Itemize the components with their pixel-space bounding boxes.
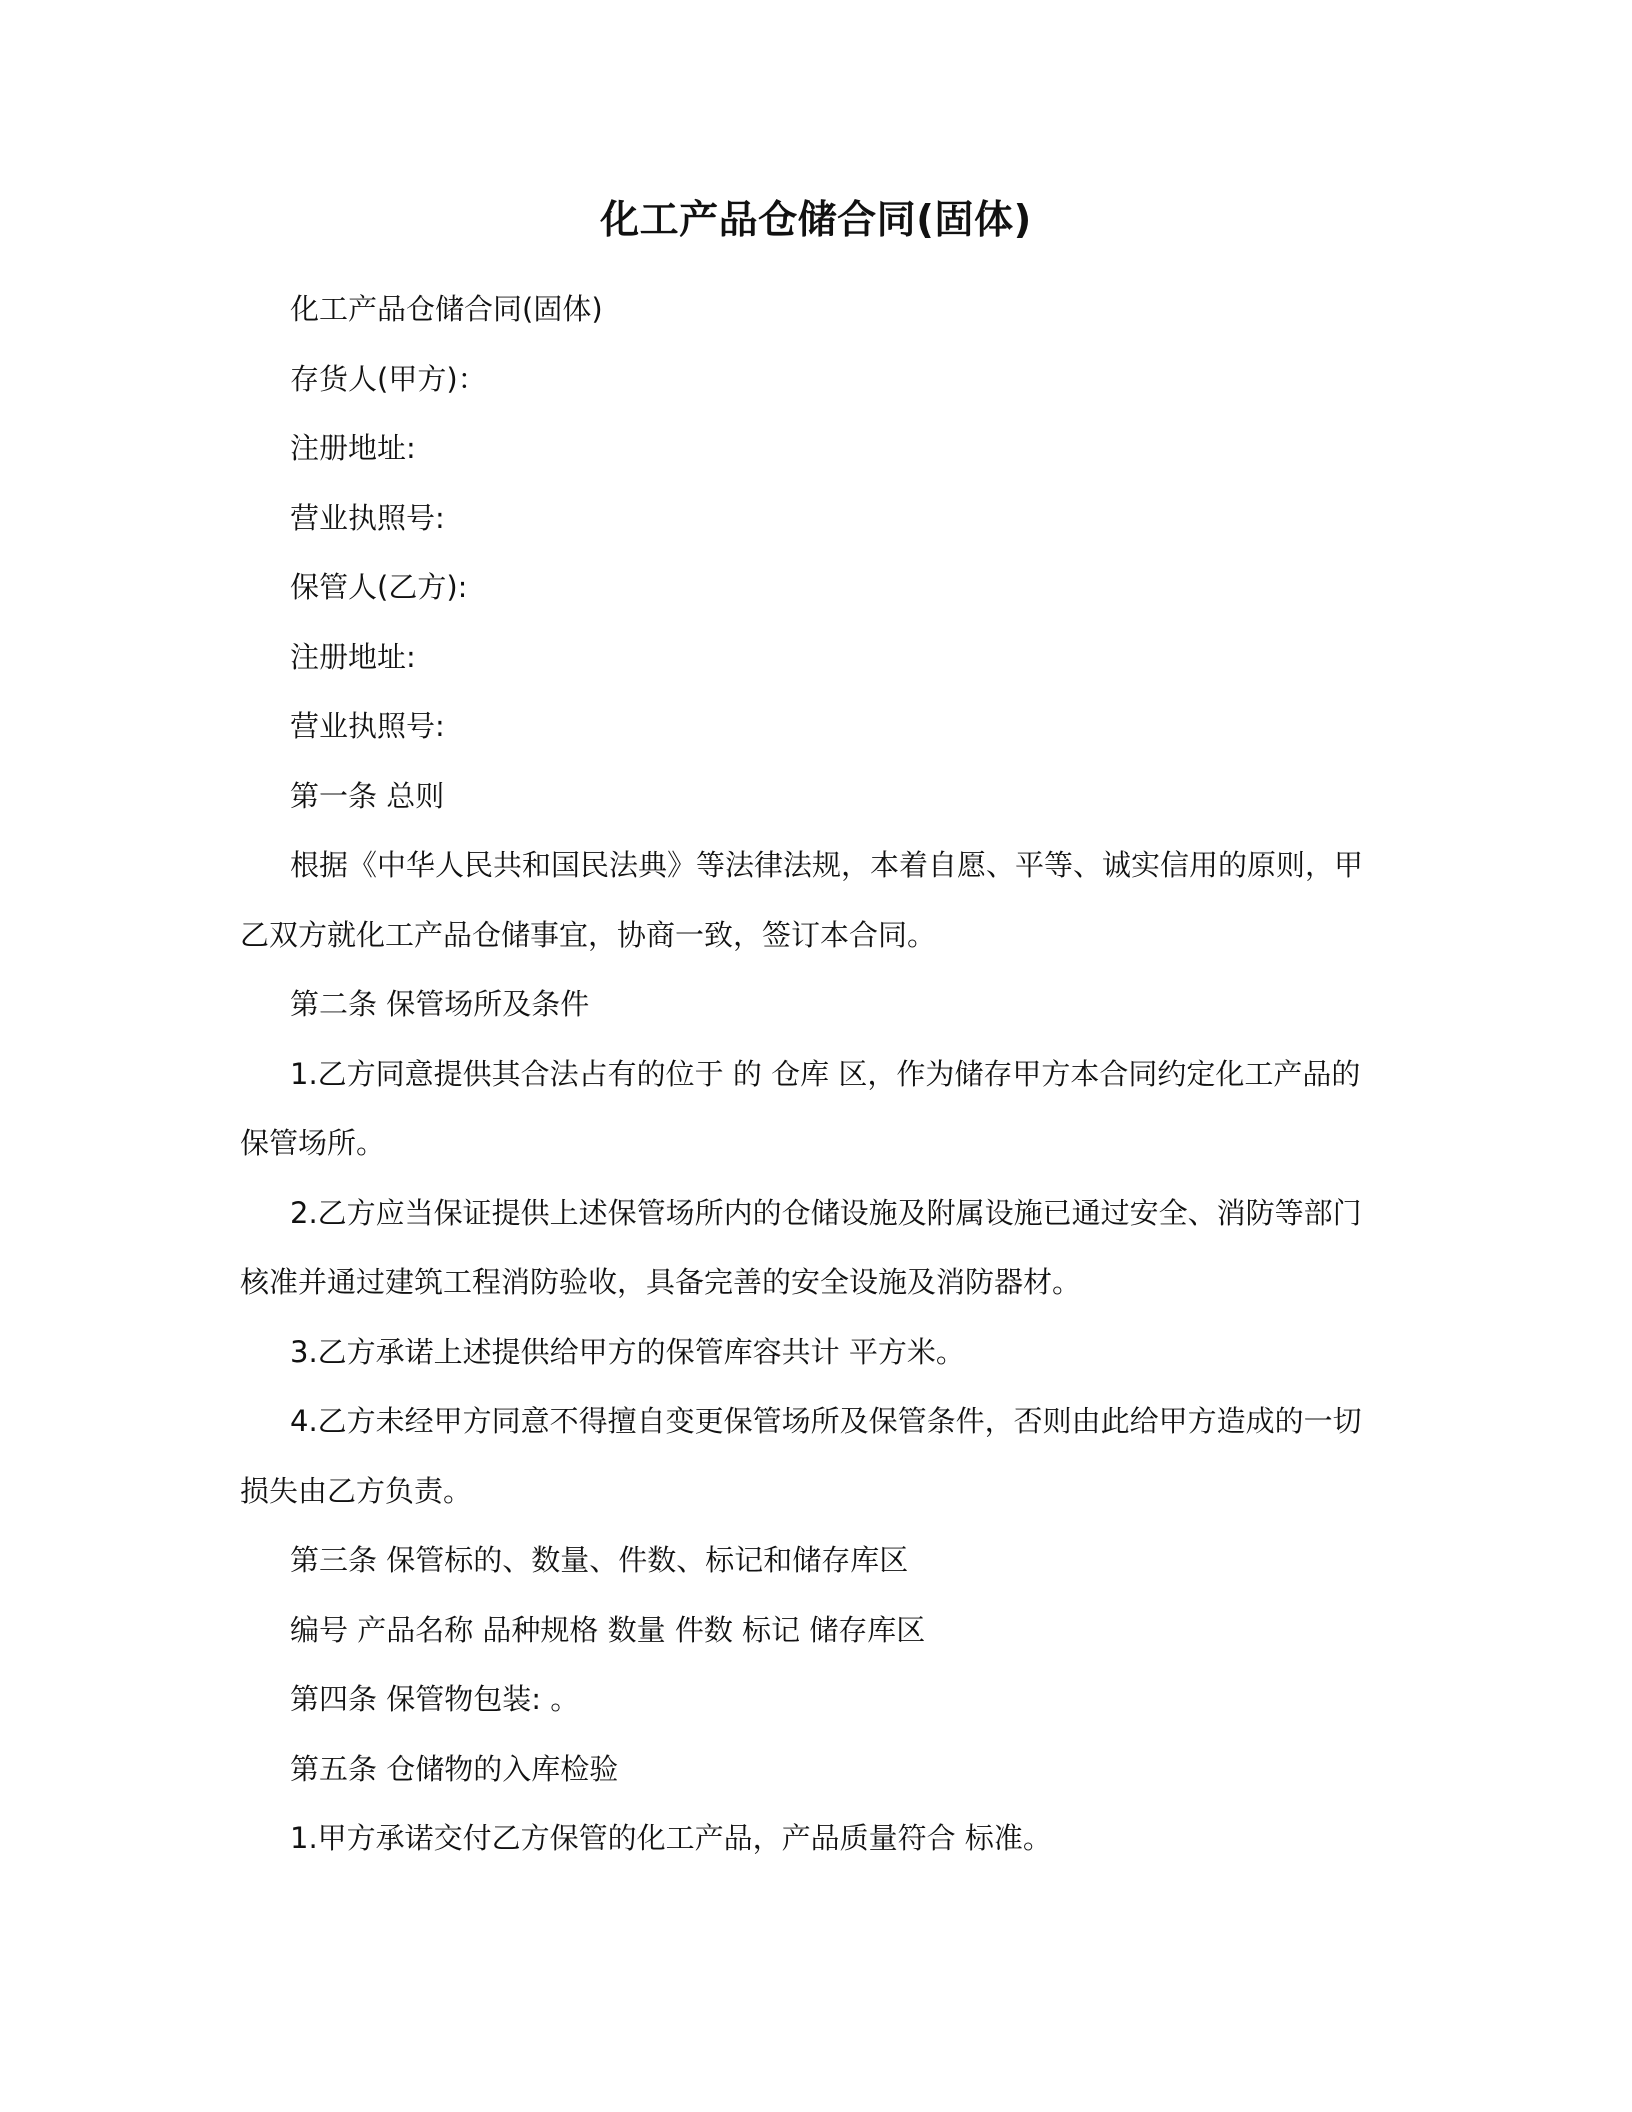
paragraph-party-a-license: 营业执照号: [290, 500, 445, 535]
paragraph-clause-2-2: 2.乙方应当保证提供上述保管场所内的仓储设施及附属设施已通过安全、消防等部门核准并通过建筑工程消防验收，具备完善的安全设施及消防器材。 [240, 1195, 1362, 1299]
paragraph-clause-2-3: 3.乙方承诺上述提供给甲方的保管库容共计 平方米。 [290, 1334, 965, 1369]
paragraph-party-b-address: 注册地址: [290, 639, 416, 674]
paragraph-party-a-address: 注册地址: [290, 431, 416, 465]
section-heading-4: 第四条 保管物包装: 。 [290, 1682, 580, 1716]
paragraph-party-b-license: 营业执照号: [290, 709, 445, 743]
document-body [240, 275, 1372, 1874]
section-heading-1: 第一条 总则 [290, 778, 445, 813]
section-heading-2: 第二条 保管场所及条件 [290, 987, 590, 1021]
section-heading-5: 第五条 仓储物的入库检验 [290, 1751, 619, 1786]
paragraph-clause-2-1: 1.乙方同意提供其合法占有的位于 的 仓库 区，作为储存甲方本合同约定化工产品的保管场所。 [240, 1056, 1361, 1160]
section-heading-3: 第三条 保管标的、数量、件数、标记和储存库区 [290, 1543, 909, 1577]
paragraph-clause-5-1: 1.甲方承诺交付乙方保管的化工产品，产品质量符合 标准。 [290, 1821, 1052, 1855]
paragraph-subtitle: 化工产品仓储合同(固体) [290, 292, 603, 326]
paragraph-clause-2-4: 4.乙方未经甲方同意不得擅自变更保管场所及保管条件，否则由此给甲方造成的一切损失由乙方负责。 [240, 1404, 1362, 1508]
paragraph-general: 根据《中华人民共和国民法典》等法律法规，本着自愿、平等、诚实信用的原则，甲乙双方就化工产品仓储事宜，协商一致，签订本合同。 [240, 848, 1364, 952]
paragraph-table-header: 编号 产品名称 品种规格 数量 件数 标记 储存库区 [290, 1612, 926, 1647]
paragraph-party-b: 保管人(乙方): [290, 570, 468, 604]
document-title: 化工产品仓储合同(固体) [600, 198, 1032, 243]
paragraph-party-a: 存货人(甲方)： [290, 361, 487, 396]
